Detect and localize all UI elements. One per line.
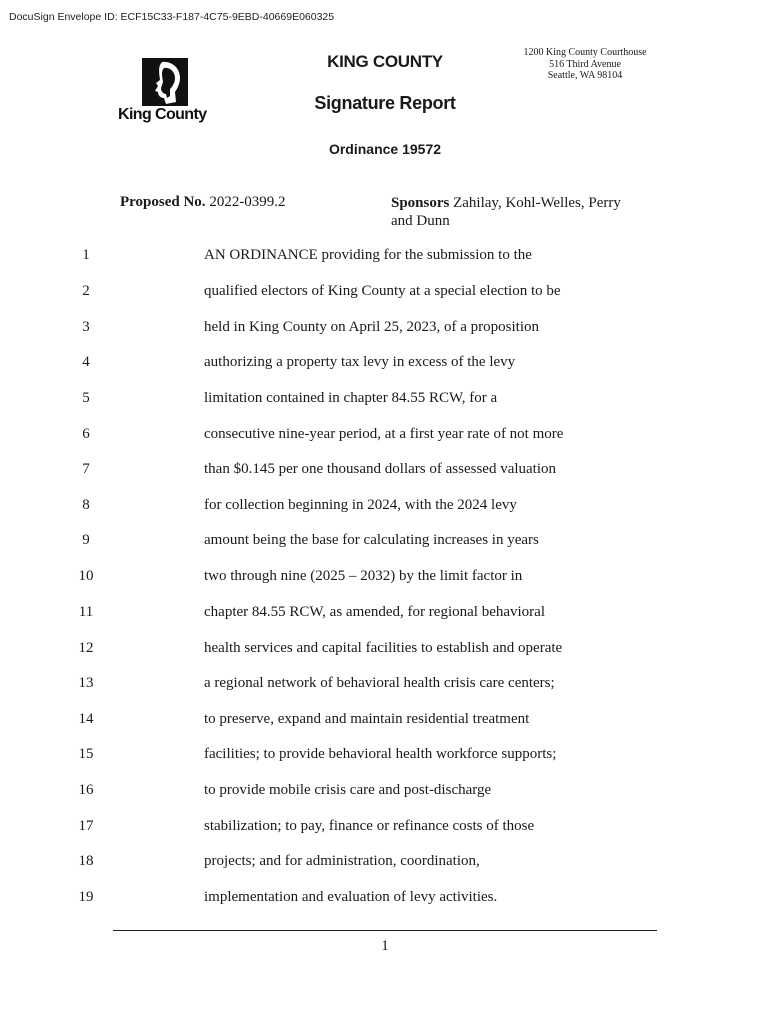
line-number: 8 [82,497,90,513]
address-line: 1200 King County Courthouse [523,47,647,58]
ordinance-line [0,497,770,517]
envelope-id: DocuSign Envelope ID: ECF15C33-F187-4C75-9EBD-40669E060325 [9,11,335,23]
line-text: health services and capital facilities to establish and operate [204,640,563,656]
king-county-emblem-icon [142,58,188,106]
line-text: limitation contained in chapter 84.55 RCW, for a [204,390,498,406]
line-text: a regional network of behavioral health crisis care centers; [204,675,555,691]
line-number: 15 [78,746,94,762]
line-text: for collection beginning in 2024, with the 2024 levy [204,497,517,513]
line-text: facilities; to provide behavioral health workforce supports; [204,746,557,762]
line-number: 4 [82,354,90,370]
line-number: 2 [82,283,90,299]
ordinance-line [0,532,770,552]
ordinance-line [0,711,770,731]
line-number: 17 [78,818,94,834]
line-text: projects; and for administration, coordination, [204,853,480,869]
sponsors [391,194,641,230]
proposed-value: 2022-0399.2 [209,194,286,210]
ordinance-line [0,853,770,873]
line-number: 7 [82,461,90,477]
line-text: AN ORDINANCE providing for the submission to the [204,247,532,263]
line-text: to preserve, expand and maintain residential treatment [204,711,530,727]
line-text: to provide mobile crisis care and post-discharge [204,782,492,798]
ordinance-line [0,889,770,909]
line-number: 12 [78,640,94,656]
line-number: 18 [78,853,94,869]
ordinance-line [0,319,770,339]
ordinance-line [0,640,770,660]
line-number: 5 [82,390,90,406]
line-text: qualified electors of King County at a special election to be [204,283,561,299]
report-title: Signature Report [314,93,456,113]
page-number: 1 [381,938,389,954]
address-line: Seattle, WA 98104 [547,70,623,81]
line-number: 11 [78,604,94,620]
ordinance-line [0,818,770,838]
ordinance-line [0,782,770,802]
proposed-number [120,194,286,211]
ordinance-line [0,247,770,267]
ordinance-line [0,568,770,588]
ordinance-line [0,283,770,303]
line-number: 19 [78,889,94,905]
sponsors-label: Sponsors [391,195,450,211]
line-number: 10 [78,568,94,584]
proposed-label: Proposed No. [120,194,206,210]
line-number: 6 [82,426,90,442]
line-text: held in King County on April 25, 2023, of a proposition [204,319,539,335]
ordinance-line [0,675,770,695]
line-number: 16 [78,782,94,798]
line-text: amount being the base for calculating increases in years [204,532,539,548]
line-number: 9 [82,532,90,548]
address-block [505,47,665,82]
line-number: 3 [82,319,90,335]
line-text: implementation and evaluation of levy activities. [204,889,498,905]
county-heading: KING COUNTY [327,52,443,71]
sponsors-value: Zahilay, Kohl-Welles, Perry and Dunn [391,195,621,229]
king-county-logo [118,58,214,128]
line-number: 13 [78,675,94,691]
logo-wordmark: King County [118,106,207,123]
line-number: 1 [82,247,90,263]
line-text: chapter 84.55 RCW, as amended, for regional behavioral [204,604,546,620]
line-text: authorizing a property tax levy in excess of the levy [204,354,516,370]
ordinance-line [0,746,770,766]
address-line: 516 Third Avenue [549,58,621,70]
ordinance-line [0,354,770,374]
footer-divider [113,930,657,931]
ordinance-line [0,604,770,624]
ordinance-number: Ordinance 19572 [328,141,442,157]
ordinance-line [0,390,770,410]
line-text: consecutive nine-year period, at a first year rate of not more [204,426,564,442]
ordinance-line [0,461,770,481]
line-text: two through nine (2025 – 2032) by the limit factor in [204,568,523,584]
ordinance-line [0,426,770,446]
line-number: 14 [78,711,94,727]
line-text: stabilization; to pay, finance or refinance costs of those [204,818,535,834]
line-text: than $0.145 per one thousand dollars of assessed valuation [204,461,557,477]
